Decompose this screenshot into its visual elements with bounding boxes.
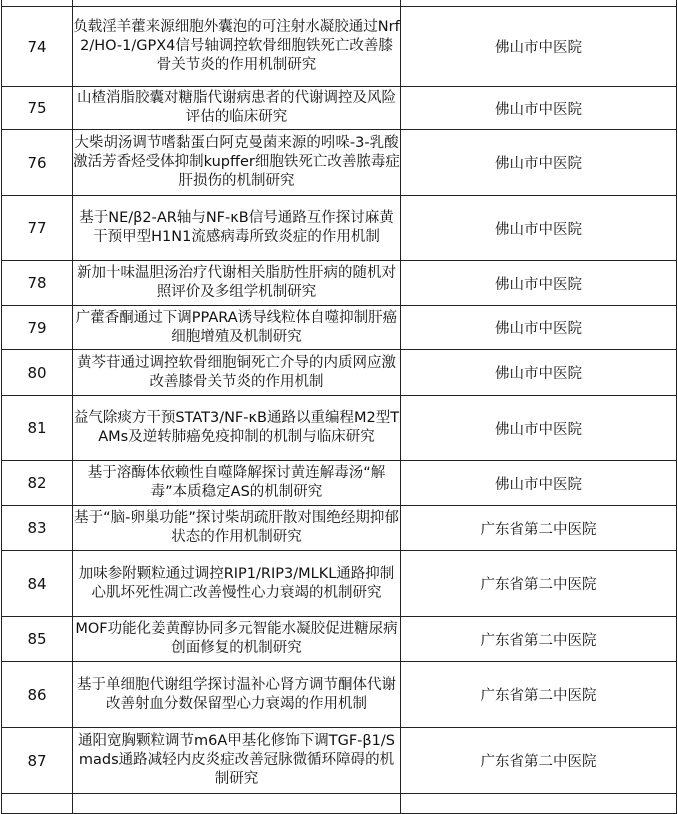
project-title: 负载淫羊藿来源细胞外囊泡的可注射水凝胶通过Nrf2/HO-1/GPX4信号轴调控软骨细胞铁死亡改善膝骨关节炎的作用机制研究 [73, 7, 401, 87]
row-number: 82 [2, 461, 73, 506]
project-title: 基于NE/β2-AR轴与NF-κB信号通路互作探讨麻黄干预甲型H1N1流感病毒所致炎症的作用机制 [73, 196, 401, 261]
table-row [2, 130, 677, 196]
project-title: 新加十味温胆汤治疗代谢相关脂肪性肝病的随机对照评价及多组学机制研究 [73, 261, 401, 306]
row-number: 77 [2, 196, 73, 261]
project-title [73, 794, 401, 814]
hospital-name: 广东省第二中医院 [401, 551, 677, 617]
row-number [2, 794, 73, 814]
hospital-name: 佛山市中医院 [401, 130, 677, 196]
table-row [2, 306, 677, 350]
project-title: 益气除痰方干预STAT3/NF-κB通路以重编程M2型TAMs及逆转肺癌免疫抑制的机制与临床研究 [73, 396, 401, 461]
table-row [2, 617, 677, 662]
row-number: 85 [2, 617, 73, 662]
row-number: 75 [2, 87, 73, 130]
table-row [2, 551, 677, 617]
table-row [2, 728, 677, 794]
hospital-name: 佛山市中医院 [401, 261, 677, 306]
project-title: 山楂消脂胶囊对糖脂代谢病患者的代谢调控及风险评估的临床研究 [73, 87, 401, 130]
hospital-name: 佛山市中医院 [401, 87, 677, 130]
table-row [2, 350, 677, 396]
row-number: 78 [2, 261, 73, 306]
hospital-name: 佛山市中医院 [401, 396, 677, 461]
table-row [2, 794, 677, 814]
row-number: 81 [2, 396, 73, 461]
project-title: MOF功能化姜黄醇协同多元智能水凝胶促进糖尿病创面修复的机制研究 [73, 617, 401, 662]
row-number: 80 [2, 350, 73, 396]
hospital-name [401, 794, 677, 814]
project-title: 基于单细胞代谢组学探讨温补心肾方调节酮体代谢改善射血分数保留型心力衰竭的作用机制 [73, 662, 401, 728]
table-row [2, 662, 677, 728]
hospital-name: 佛山市中医院 [401, 196, 677, 261]
row-number: 86 [2, 662, 73, 728]
row-number: 76 [2, 130, 73, 196]
project-title: 加味参附颗粒通过调控RIP1/RIP3/MLKL通路抑制心肌坏死性凋亡改善慢性心力衰竭的机制研究 [73, 551, 401, 617]
project-table [1, 0, 677, 814]
project-title: 通阳宽胸颗粒调节m6A甲基化修饰下调TGF-β1/Smads通路减轻内皮炎症改善冠脉微循环障碍的机制研究 [73, 728, 401, 794]
hospital-name: 佛山市中医院 [401, 461, 677, 506]
table-row [2, 87, 677, 130]
table-row [2, 196, 677, 261]
project-title: 基于溶酶体依赖性自噬降解探讨黄连解毒汤“解毒”本质稳定AS的机制研究 [73, 461, 401, 506]
hospital-name: 广东省第二中医院 [401, 728, 677, 794]
project-title: 大柴胡汤调节嗜黏蛋白阿克曼菌来源的吲哚-3-乳酸激活芳香烃受体抑制kupffer细胞铁死亡改善脓毒症肝损伤的机制研究 [73, 130, 401, 196]
project-title: 基于“脑-卵巢功能”探讨柴胡疏肝散对围绝经期抑郁状态的作用机制研究 [73, 506, 401, 551]
hospital-name: 佛山市中医院 [401, 306, 677, 350]
project-title: 黄芩苷通过调控软骨细胞铜死亡介导的内质网应激改善膝骨关节炎的作用机制 [73, 350, 401, 396]
row-number: 74 [2, 7, 73, 87]
row-number: 84 [2, 551, 73, 617]
row-number: 83 [2, 506, 73, 551]
project-title: 广藿香酮通过下调PPARA诱导线粒体自噬抑制肝癌细胞增殖及机制研究 [73, 306, 401, 350]
table-row [2, 506, 677, 551]
hospital-name: 佛山市中医院 [401, 7, 677, 87]
hospital-name: 广东省第二中医院 [401, 506, 677, 551]
table-row [2, 461, 677, 506]
hospital-name: 广东省第二中医院 [401, 662, 677, 728]
row-number: 79 [2, 306, 73, 350]
hospital-name: 佛山市中医院 [401, 350, 677, 396]
project-table-body [2, 0, 677, 814]
table-row [2, 396, 677, 461]
table-row [2, 261, 677, 306]
row-number: 87 [2, 728, 73, 794]
hospital-name: 广东省第二中医院 [401, 617, 677, 662]
table-row [2, 7, 677, 87]
